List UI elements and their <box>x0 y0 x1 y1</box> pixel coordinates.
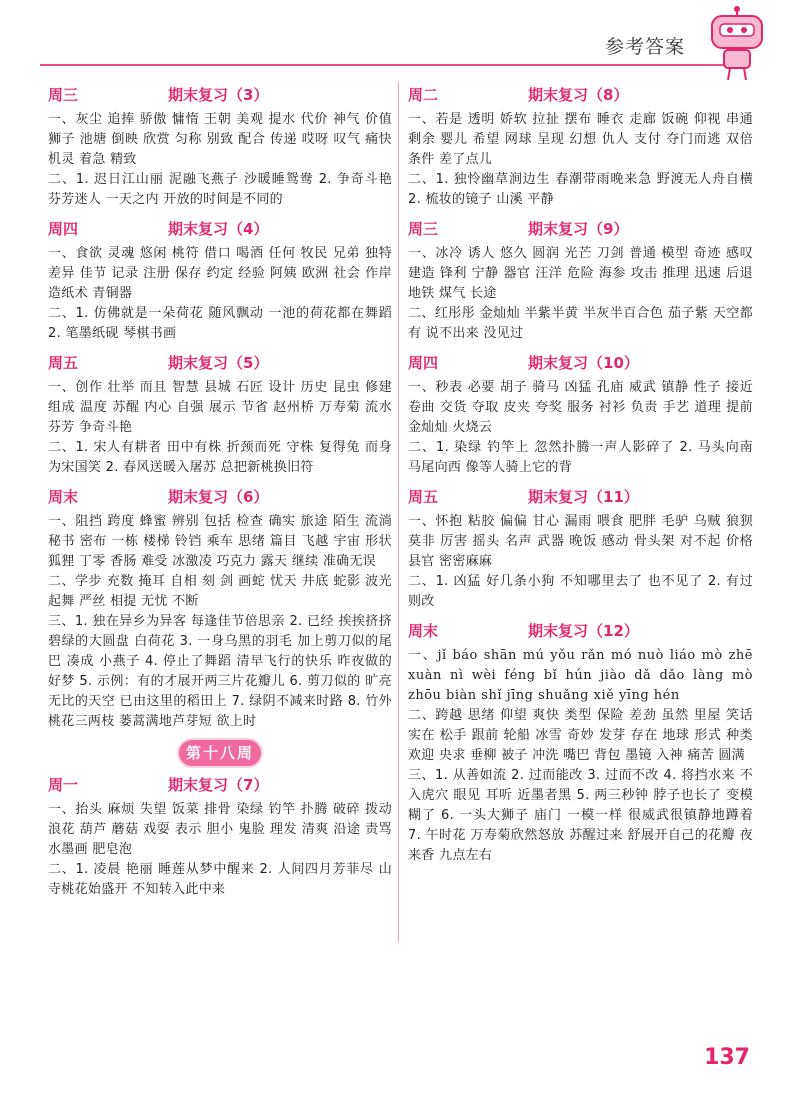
page-header-title: 参考答案 <box>604 36 685 58</box>
section-title: 期末复习（9） <box>528 220 629 238</box>
section-day: 周四 <box>408 354 439 372</box>
section-right-3 <box>408 484 753 612</box>
section-left-3 <box>48 484 392 732</box>
answer-line: 一、创作 壮举 而且 智慧 县城 石匠 设计 历史 昆虫 修建 组成 温度 苏醒 内心 自强 展示 节省 赵州桥 万寿菊 流水 芬芳 争奇斗艳 <box>48 380 392 435</box>
section-day: 周一 <box>48 776 79 794</box>
section-day: 周三 <box>48 86 79 104</box>
header-rule <box>40 64 730 66</box>
answer-line: 二、红彤彤 金灿灿 半紫半黄 半灰半百合色 茄子紫 天空都有 说不出来 没见过 <box>408 306 753 341</box>
week-badge: 第十八周 <box>179 740 261 766</box>
answer-line: 三、1. 独在异乡为异客 每逢佳节倍思亲 2. 已经 挨挨挤挤 碧绿的大圆盘 白荷花 3. 一身乌黑的羽毛 加上剪刀似的尾巴 凑成 小燕子 4. 停止了舞蹈 清早飞行的快乐 昨夜做的好梦 5. 示例：有的才展开两三片花瓣儿 6. 剪刀似的 旷亮无比的天空 已由这里的稻田上 7. 绿阴不减来时路 8. 竹外桃花三两枝 蒌蒿满地芦芽短 欲上时 <box>48 614 392 729</box>
answer-line: 二、1. 宋人有耕者 田中有株 折颈而死 守株 复得兔 而身为宋国笑 2. 春风送暖入屠苏 总把新桃换旧符 <box>48 440 392 475</box>
section-right-2 <box>408 350 753 478</box>
section-day: 周四 <box>48 220 79 238</box>
section-day: 周末 <box>408 622 439 640</box>
answer-line: 二、1. 染绿 钓竿上 忽然扑腾一声人影碎了 2. 马头向南 马尾向西 像等人骑上它的背 <box>408 440 753 475</box>
section-title: 期末复习（12） <box>528 622 639 640</box>
answer-line: 一、怀抱 粘胶 偏偏 甘心 漏雨 喂食 肥胖 毛驴 乌贼 狼狈 莫非 厉害 摇头 名声 武器 晚饭 感动 骨头架 对不起 价格 县官 密密麻麻 <box>408 514 753 569</box>
section-right-0 <box>408 82 753 210</box>
section-title: 期末复习（6） <box>168 488 269 506</box>
section-title: 期末复习（10） <box>528 354 639 372</box>
section-left-1 <box>48 216 392 344</box>
page-number: 137 <box>704 1045 750 1070</box>
answer-line: 二、跨越 思绪 仰望 爽快 类型 保险 差劲 虽然 里屋 笑话 实在 松手 跟前 轮船 冰雪 奇妙 发芽 存在 地球 形式 种类 欢迎 央求 垂柳 被子 冲洗 嘴巴 背包 墨镜 入神 痛苦 圆满 <box>408 708 753 763</box>
section-title: 期末复习（7） <box>168 776 269 794</box>
section-day: 周二 <box>408 86 439 104</box>
answer-line: 一、抬头 麻烦 失望 饭菜 排骨 染绿 钓竿 扑腾 破碎 拨动 浪花 葫芦 蘑菇 戏耍 表示 胆小 鬼脸 理发 清爽 沿途 责骂 水墨画 肥皂泡 <box>48 802 392 857</box>
section-left-4 <box>48 772 392 900</box>
answer-line: 一、若是 透明 娇软 拉扯 摆布 睡衣 走廊 饭碗 仰视 串通 剩余 婴儿 希望 网球 呈现 幻想 仇人 支付 夺门而逃 双倍 条件 差了点儿 <box>408 112 753 167</box>
section-day: 周末 <box>48 488 79 506</box>
section-title: 期末复习（11） <box>528 488 639 506</box>
answer-line: 一、冰冷 诱人 悠久 圆润 光芒 刀剑 普通 模型 奇迹 感叹 建造 锋利 宁静 器官 汪洋 危险 海参 攻击 推理 迅速 后退 地铁 煤气 长途 <box>408 246 753 301</box>
mascot-robot-icon <box>702 6 772 82</box>
answer-line: 二、学步 充数 掩耳 自相 刻 剑 画蛇 忧天 井底 蛇影 波光 起舞 严丝 相提 无忧 不断 <box>48 574 392 609</box>
section-right-1 <box>408 216 753 344</box>
section-left-0 <box>48 82 392 210</box>
section-title: 期末复习（3） <box>168 86 269 104</box>
answer-line: 一、灰尘 追捧 骄傲 慵惰 王朝 美观 提水 代价 神气 价值 狮子 池塘 倒映 欣赏 匀称 别致 配合 传递 哎呀 叹气 痛快 机灵 着急 精致 <box>48 112 392 167</box>
column-divider <box>398 82 399 942</box>
section-day: 周三 <box>408 220 439 238</box>
answer-line: 二、1. 迟日江山丽 泥融飞燕子 沙暖睡鸳鸯 2. 争奇斗艳 芬芳迷人 一天之内 开放的时间是不同的 <box>48 172 392 207</box>
right-column <box>408 82 753 872</box>
answer-line: 二、1. 仿佛就是一朵荷花 随风飘动 一池的荷花都在舞蹈 2. 笔墨纸砚 琴棋书画 <box>48 306 392 341</box>
answer-line: 一、秒表 必要 胡子 骑马 凶猛 孔庙 威武 镇静 性子 接近 卷曲 交货 夺取 皮夹 夸奖 服务 衬衫 负责 手艺 道理 提前 金灿灿 火烧云 <box>408 380 753 435</box>
section-title: 期末复习（8） <box>528 86 629 104</box>
section-title: 期末复习（4） <box>168 220 269 238</box>
answer-line: 一、阻挡 跨度 蜂蜜 辨别 包括 检查 确实 旅途 陌生 流淌 秘书 密布 一栋 楼梯 铃铛 乘车 思绪 篇目 飞越 宇宙 形状 狐狸 丁零 香肠 难受 冰激凌 巧克力 露天 继续 准确无误 <box>48 514 392 569</box>
answer-line: 三、1. 从善如流 2. 过而能改 3. 过而不改 4. 将挡水来 不入虎穴 眼见 耳听 近墨者黑 5. 两三秒钟 脖子也长了 变模糊了 6. 一头大狮子 庙门 一模一样 很威武很镇静地蹲着 7. 午时花 万寿菊欣然怒放 苏醒过来 舒展开自己的花瓣 夜来香 九点左右 <box>408 768 753 863</box>
answer-line: 一、食欲 灵魂 悠闲 桃符 借口 喝酒 任何 牧民 兄弟 独特 差异 佳节 记录 注册 保存 约定 经验 阿姨 欧洲 社会 作岸 造纸术 青铜器 <box>48 246 392 301</box>
section-left-2 <box>48 350 392 478</box>
pinyin-answer-line: 一、jǐ báo shān mú yǒu rǎn mó nuò liáo mò zhē xuàn nì wèi féng bǐ hún jiào dǎ dǎo làng mò zhōu biàn shǐ jīng shuǎng xiě yīng hén <box>408 648 753 703</box>
answer-line: 二、1. 凌晨 艳丽 睡莲从梦中醒来 2. 人间四月芳菲尽 山寺桃花始盛开 不知转入此中来 <box>48 862 392 897</box>
answer-line: 二、1. 凶猛 好几条小狗 不知哪里去了 也不见了 2. 有过则改 <box>408 574 753 609</box>
section-day: 周五 <box>48 354 79 372</box>
section-right-4 <box>408 618 753 866</box>
section-title: 期末复习（5） <box>168 354 269 372</box>
section-day: 周五 <box>408 488 439 506</box>
answer-line: 二、1. 独怜幽草涧边生 春潮带雨晚来急 野渡无人舟自横 2. 梳妆的镜子 山溪 平静 <box>408 172 753 207</box>
left-column <box>48 82 392 906</box>
